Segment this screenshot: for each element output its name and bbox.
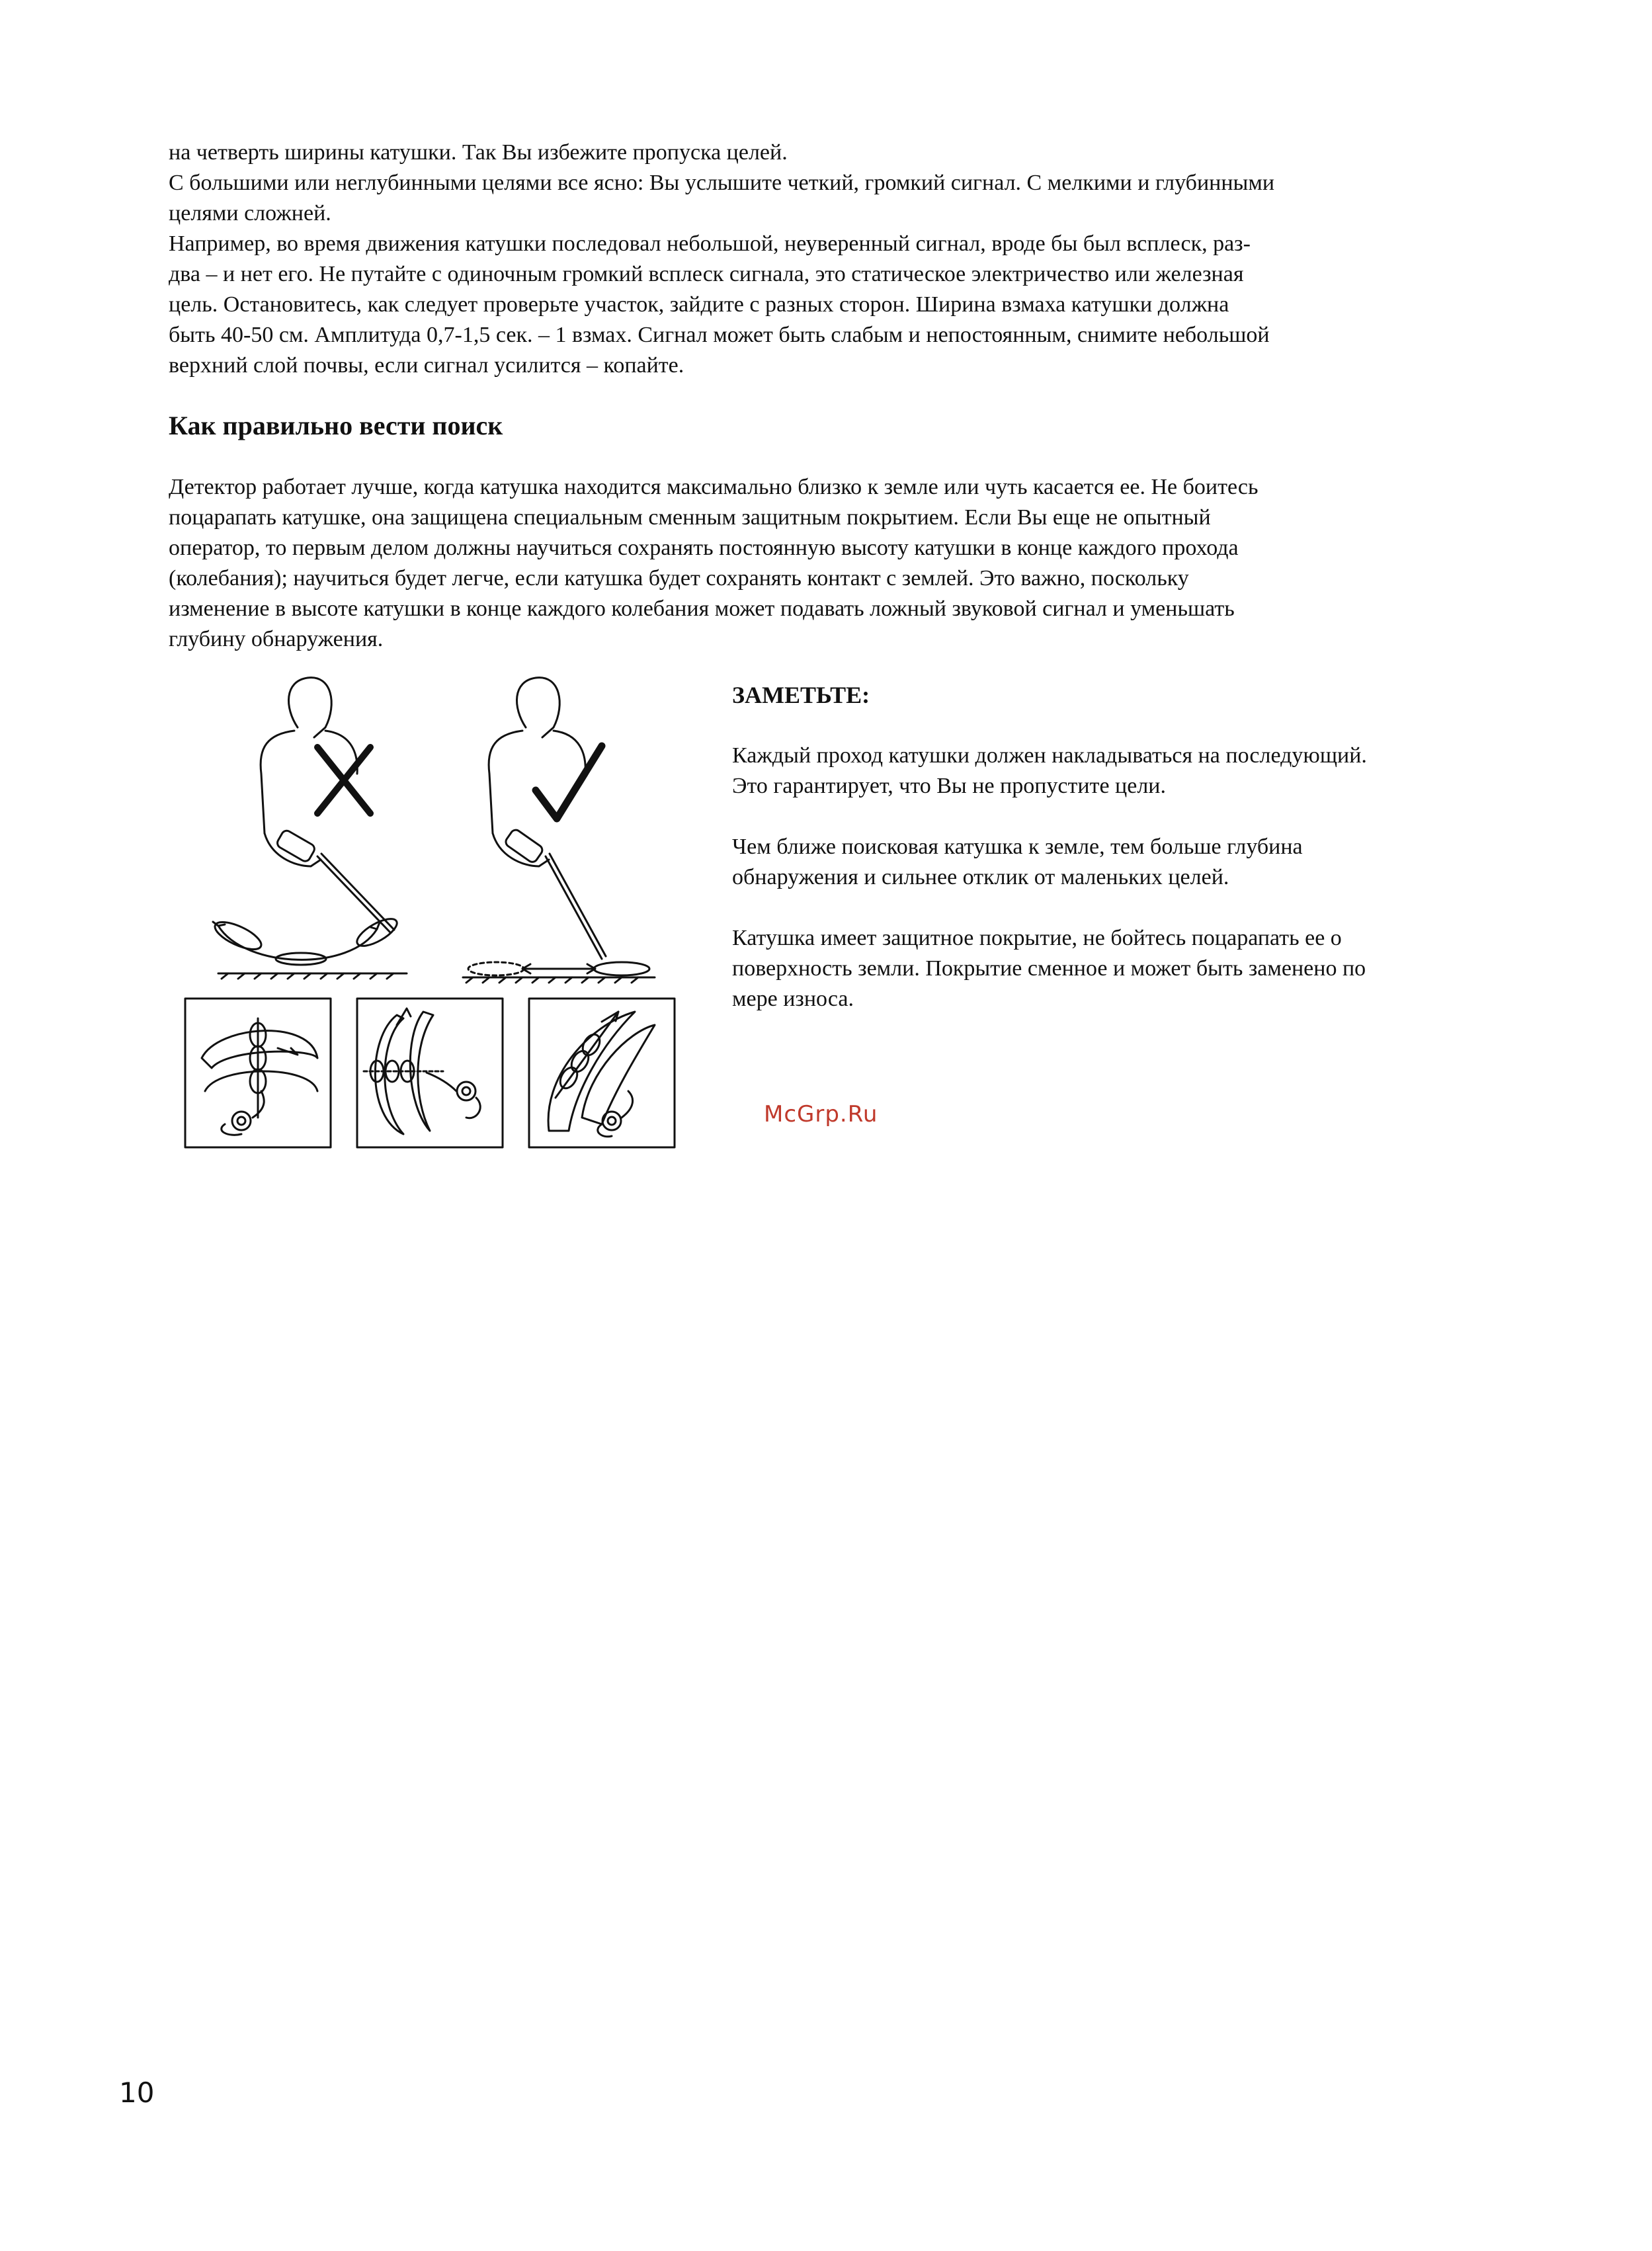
text-line: Каждый проход катушки должен накладываться на последующий. (732, 743, 1367, 768)
note-paragraph (732, 832, 1526, 893)
text-line: быть 40-50 см. Амплитуда 0,7-1,5 сек. – 1 взмах. Сигнал может быть слабым и непостоянным, снимите небольшой (169, 323, 1270, 347)
text-line: Детектор работает лучше, когда катушка находится максимально близко к земле или чуть касается ее. Не боитесь (169, 475, 1259, 499)
section-heading: Как правильно вести поиск (169, 411, 503, 440)
text-line: Чем ближе поисковая катушка к земле, тем больше глубина (732, 835, 1303, 859)
text-line: (колебания); научиться будет легче, если катушка будет сохранять контакт с землей. Это важно, поскольку (169, 566, 1189, 591)
sweep-pattern-panel-3 (529, 999, 675, 1147)
note-block (732, 680, 1526, 1045)
note-paragraph (732, 741, 1526, 801)
text-line: Это гарантирует, что Вы не пропустите цели. (732, 774, 1166, 798)
note-paragraph (732, 923, 1526, 1014)
text-line: на четверть ширины катушки. Так Вы избежите пропуска целей. (169, 140, 788, 165)
page-number: 10 (119, 2076, 155, 2109)
correct-mark-icon (536, 746, 602, 819)
search-paragraph (169, 472, 1518, 655)
wrong-technique-figure (212, 678, 407, 979)
text-line: поцарапать катушке, она защищена специальным сменным защитным покрытием. Если Вы еще не опытный (169, 505, 1211, 530)
text-line: два – и нет его. Не путайте с одиночным громкий всплеск сигнала, это статическое электричество или железная (169, 262, 1244, 286)
text-line: целями сложней. (169, 201, 331, 225)
sweep-pattern-panel-2 (357, 999, 503, 1147)
text-line: цель. Остановитесь, как следует проверьте участок, зайдите с разных сторон. Ширина взмаха катушки должна (169, 292, 1229, 317)
text-line: оператор, то первым делом должны научиться сохранять постоянную высоту катушки в конце каждого прохода (169, 536, 1239, 560)
watermark: McGrp.Ru (764, 1101, 878, 1127)
text-line: С большими или неглубинными целями все ясно: Вы услышите четкий, громкий сигнал. С мелкими и глубинными (169, 171, 1275, 195)
sweep-technique-illustration (179, 668, 694, 1157)
text-line: мере износа. (732, 987, 854, 1011)
text-line: Катушка имеет защитное покрытие, не бойтесь поцарапать ее о (732, 926, 1342, 950)
text-line: глубину обнаружения. (169, 627, 384, 651)
text-line: поверхность земли. Покрытие сменное и может быть заменено по (732, 956, 1366, 981)
text-line: изменение в высоте катушки в конце каждого колебания может подавать ложный звуковой сигнал и уменьшать (169, 596, 1235, 621)
correct-technique-figure (463, 678, 655, 983)
intro-paragraph (169, 138, 1518, 381)
sweep-pattern-panel-1 (185, 999, 331, 1147)
text-line: обнаружения и сильнее отклик от маленьких целей. (732, 865, 1229, 889)
text-line: Например, во время движения катушки последовал небольшой, неуверенный сигнал, вроде бы был всплеск, раз- (169, 231, 1251, 256)
wrong-mark-icon (317, 747, 370, 813)
text-line: верхний слой почвы, если сигнал усилится – копайте. (169, 353, 684, 378)
note-title: ЗАМЕТЬТЕ: (732, 682, 870, 708)
